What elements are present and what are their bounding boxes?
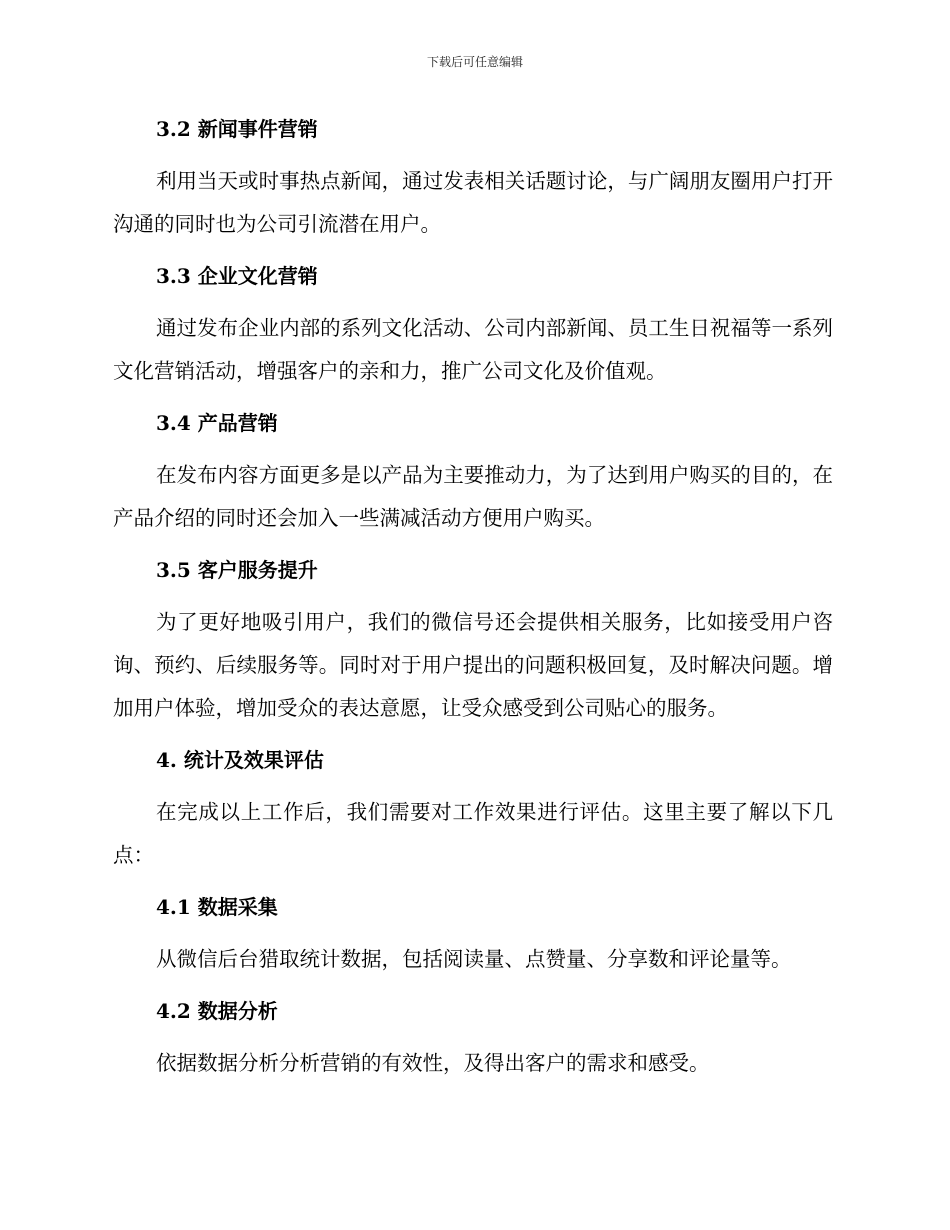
paragraph-line: 咨询、预约、后续服务等。同时对于用户提出的问题积极回复，及时解决问 — [113, 610, 833, 677]
section-paragraph-4-2 — [113, 1042, 833, 1085]
paragraph-line: 系列文化营销活动，增强客户的亲和力，推广公司文化及价值观。 — [113, 316, 833, 383]
paragraph-line: 在发布内容方面更多是以产品为主要推动力，为了达到用户购买的目 — [156, 463, 772, 487]
page-header: 下载后可任意编辑 — [426, 55, 523, 69]
paragraph-line: 利用当天或时事热点新闻，通过发表相关话题讨论，与广阔朋友圈用户 — [156, 169, 792, 193]
section-paragraph-4 — [113, 791, 833, 877]
section-heading-4-1: 4.1 数据采集 — [156, 895, 278, 919]
paragraph-line: 为了更好地吸引用户，我们的微信号还会提供相关服务，比如接受用户 — [156, 610, 813, 634]
section-heading-3-5: 3.5 客户服务提升 — [156, 558, 318, 582]
section-paragraph-3-3 — [113, 307, 833, 393]
section-heading-3-4: 3.4 产品营销 — [156, 411, 278, 435]
paragraph-line: 从微信后台猎取统计数据，包括阅读量、点赞量、分享数和评论量等。 — [156, 947, 792, 971]
paragraph-line: 通过发布企业内部的系列文化活动、公司内部新闻、员工生日祝福等一 — [156, 316, 792, 340]
section-paragraph-4-1 — [113, 938, 833, 981]
section-heading-4-2: 4.2 数据分析 — [156, 999, 278, 1023]
document-body — [113, 108, 833, 1094]
paragraph-line: 题。增加用户体验，增加受众的表达意愿，让受众感受到公司贴心的服务。 — [113, 653, 834, 720]
section-paragraph-3-2 — [113, 160, 833, 246]
section-paragraph-3-4 — [113, 454, 833, 540]
section-heading-4: 4. 统计及效果评估 — [156, 748, 324, 772]
paragraph-line: 几点： — [113, 800, 833, 867]
paragraph-line: 的，在产品介绍的同时还会加入一些满减活动方便用户购买。 — [113, 463, 833, 530]
section-heading-3-2: 3.2 新闻事件营销 — [156, 117, 318, 141]
paragraph-line: 依据数据分析分析营销的有效性，及得出客户的需求和感受。 — [156, 1051, 710, 1075]
paragraph-line: 在完成以上工作后，我们需要对工作效果进行评估。这里主要了解以下 — [156, 800, 813, 824]
section-heading-3-3: 3.3 企业文化营销 — [156, 264, 318, 288]
paragraph-line: 打开沟通的同时也为公司引流潜在用户。 — [113, 169, 833, 236]
section-paragraph-3-5 — [113, 601, 833, 730]
